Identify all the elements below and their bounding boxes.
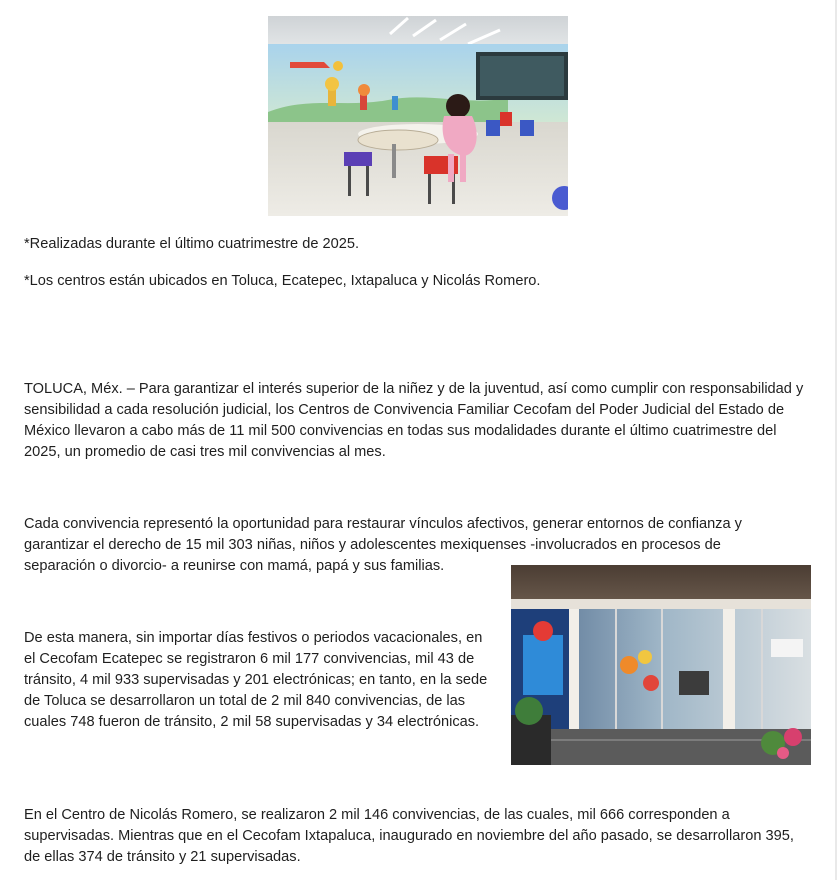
note-period: *Realizadas durante el último cuatrimestre de 2025. [24,236,360,252]
paragraph-intro: TOLUCA, Méx. – Para garantizar el interés superior de la niñez y de la juventud, así como cumplir con responsabilidad y sensibilidad a cada resolución judicial, los Centros de Convivencia Familiar Cecofam del Poder Judicial del Estado de México llevaron a cabo más de 11 mil 500 convivencias en todas sus modalidades durante el último cuatrimestre del 2025, un promedio de casi tres mil convivencias al mes. [24,381,804,460]
playroom-photo-icon [268,16,568,216]
playroom-photo [268,16,568,216]
paragraph-convivencia: Cada convivencia representó la oportunidad para restaurar vínculos afectivos, generar entornos de confianza y garantizar el derecho de 15 mil 303 niñas, niños y adolescentes mexiquenses -involucrados en procesos de separación o divorcio- a reunirse con mamá, papá y sus familias. [24,516,742,574]
storefront-photo-icon [511,565,811,765]
note-locations: *Los centros están ubicados en Toluca, Ecatepec, Ixtapaluca y Nicolás Romero. [24,273,541,289]
paragraph-nicolas-romero-ixtapaluca: En el Centro de Nicolás Romero, se realizaron 2 mil 146 convivencias, de las cuales, mil 666 corresponden a supervisadas. Mientras que en el Cecofam Ixtapaluca, inaugurado en noviembre del año pasado, se desarrollaron 395, de ellas 374 de tránsito y 21 supervisadas. [24,807,794,865]
paragraph-ecatepec-toluca: De esta manera, sin importar días festivos o periodos vacacionales, en el Cecofam Ecatepec se registraron 6 mil 177 convivencias, mil 43 de tránsito, 4 mil 933 supervisadas y 201 electrónicas; en tanto, en la sede de Toluca se desarrollaron un total de 2 mil 840 convivencias, de las cuales 748 fueron de tránsito, 2 mil 58 supervisadas y 34 electrónicas. [24,630,488,730]
storefront-photo [511,565,811,765]
